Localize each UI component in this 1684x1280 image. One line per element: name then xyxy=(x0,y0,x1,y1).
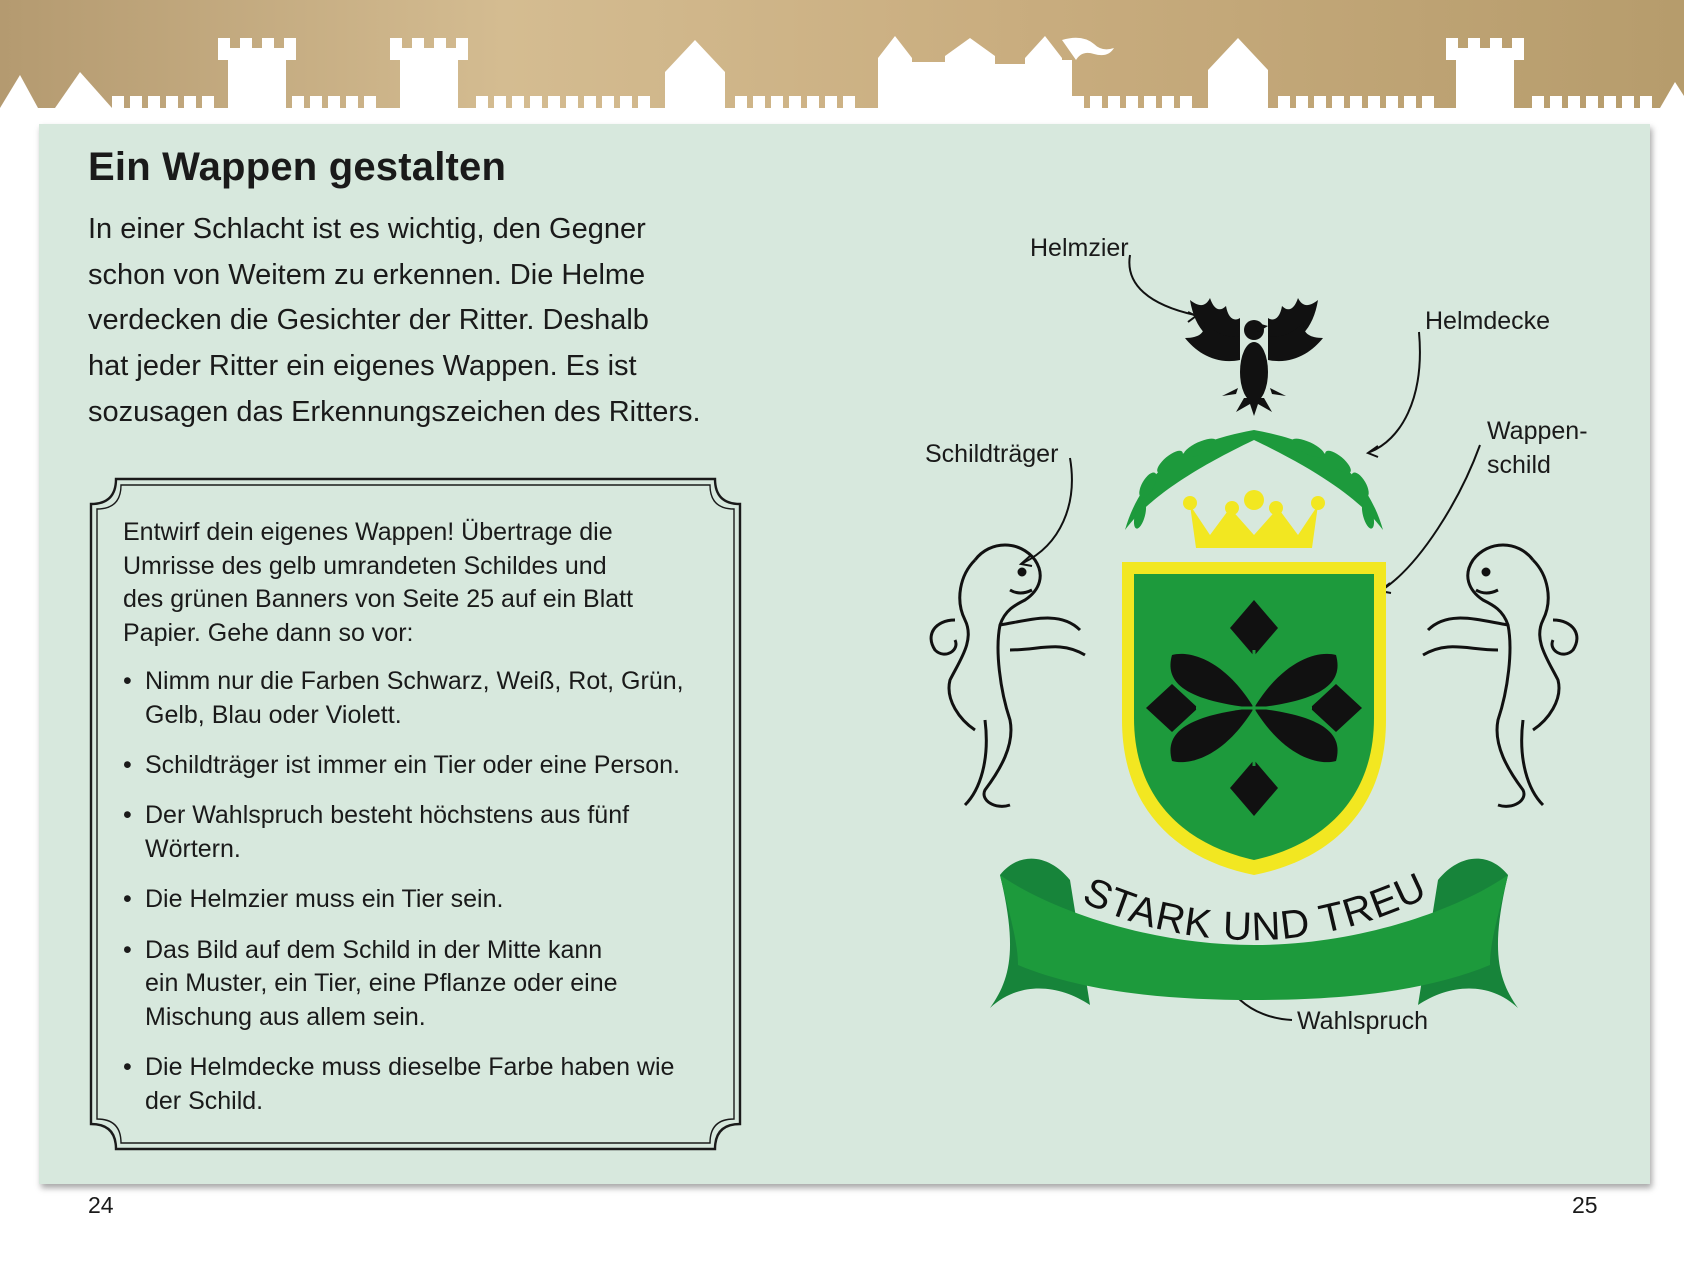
lion-left-icon xyxy=(931,545,1085,806)
list-item xyxy=(123,665,723,732)
task-intro xyxy=(123,516,713,650)
rule-line: ein Muster, ein Tier, eine Pflanze oder eine xyxy=(145,969,618,998)
castle-skyline-banner xyxy=(0,0,1684,125)
rule-line: Die Helmzier muss ein Tier sein. xyxy=(145,885,504,914)
intro-line: In einer Schlacht ist es wichtig, den Gegner xyxy=(88,213,646,245)
intro-line: sozusagen das Erkennungszeichen des Ritters. xyxy=(88,395,701,428)
rule-line: Gelb, Blau oder Violett. xyxy=(145,700,402,729)
bullet: • xyxy=(123,801,132,830)
task-intro-line: Entwirf dein eigenes Wappen! Übertrage die xyxy=(123,518,613,546)
task-intro-line: Umrisse des gelb umrandeten Schildes und xyxy=(123,551,607,580)
crown-icon xyxy=(1183,490,1325,548)
rule-line: Die Helmdecke muss dieselbe Farbe haben wie xyxy=(145,1053,675,1082)
intro-line: verdecken die Gesichter der Ritter. Deshalb xyxy=(88,304,649,337)
task-box xyxy=(88,476,743,1152)
label-helmzier: Helmzier xyxy=(1030,234,1129,262)
intro-line: schon von Weitem zu erkennen. Die Helme xyxy=(88,258,646,291)
bullet: • xyxy=(123,750,132,779)
rule-line: Das Bild auf dem Schild in der Mitte kann xyxy=(145,935,603,964)
list-item xyxy=(123,1051,723,1118)
list-item xyxy=(123,934,723,1035)
rule-line: Mischung aus allem sein. xyxy=(145,1002,426,1031)
list-item xyxy=(123,749,723,783)
task-intro-line: Papier. Gehe dann so vor: xyxy=(123,618,414,647)
label-wahlspruch: Wahlspruch xyxy=(1297,1007,1429,1035)
eagle-crest-icon xyxy=(1185,298,1323,416)
bullet: • xyxy=(123,1053,132,1082)
bullet: • xyxy=(123,885,132,914)
rule-line: Schildträger ist immer ein Tier oder eine Person. xyxy=(145,750,680,779)
intro-paragraph xyxy=(88,207,768,436)
shield-icon xyxy=(1122,562,1386,875)
page-number-left: 24 xyxy=(88,1192,114,1218)
motto-banner xyxy=(990,859,1518,1008)
list-item xyxy=(123,799,723,866)
rule-line: der Schild. xyxy=(145,1086,264,1115)
intro-line: hat jeder Ritter ein eigenes Wappen. Es ist xyxy=(88,350,637,383)
label-wappenschild-line1: Wappen- xyxy=(1487,417,1588,445)
page-number-right: 25 xyxy=(1572,1192,1598,1218)
mantling-icon xyxy=(1125,430,1383,530)
motto-text-path: STARK UND TREU xyxy=(1077,864,1434,950)
label-schildtraeger: Schildträger xyxy=(925,440,1059,468)
rules-list xyxy=(123,665,723,1135)
label-helmdecke: Helmdecke xyxy=(1425,307,1551,335)
task-intro-line: des grünen Banners von Seite 25 auf ein Blatt xyxy=(123,585,634,614)
label-wappenschild-line2: schild xyxy=(1487,451,1551,479)
rule-line: Wörtern. xyxy=(145,834,241,863)
bullet: • xyxy=(123,667,132,695)
list-item xyxy=(123,883,723,917)
rule-line: Der Wahlspruch besteht höchstens aus fünf xyxy=(145,801,630,830)
bullet: • xyxy=(123,935,132,964)
page-heading: Ein Wappen gestalten xyxy=(88,145,507,189)
rule-line: Nimm nur die Farben Schwarz, Weiß, Rot, Grün, xyxy=(145,667,684,695)
lion-right-icon xyxy=(1423,545,1577,806)
